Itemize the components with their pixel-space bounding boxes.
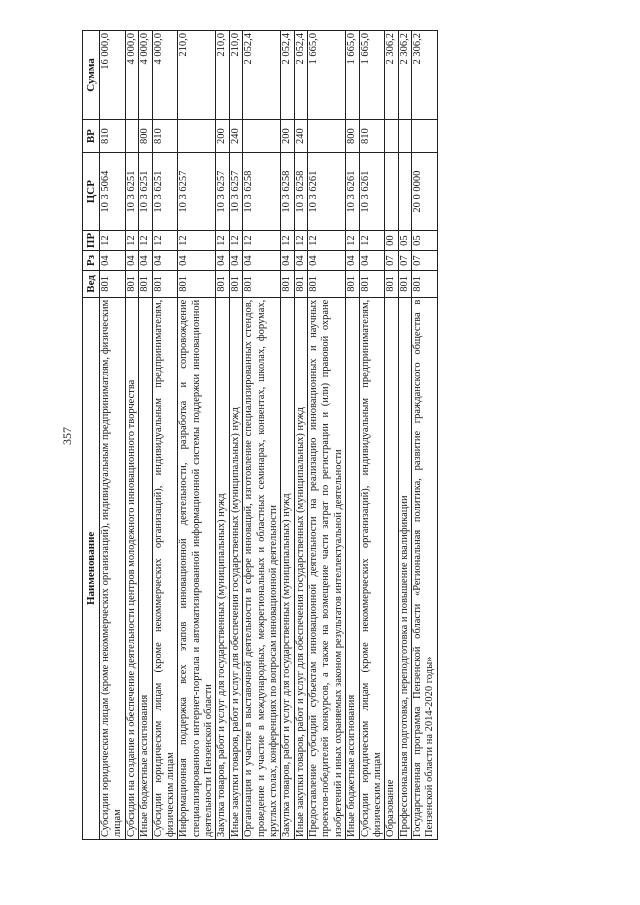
row-sum: 1 665,0 (346, 31, 359, 120)
table-row (281, 31, 294, 840)
row-name-text: Иные бюджетные ассигнования (346, 694, 358, 837)
row-sum: 2 052,4 (243, 31, 281, 120)
table-row (152, 31, 178, 840)
row-sum: 2 052,4 (281, 31, 294, 120)
table-row (346, 31, 359, 840)
row-sum: 210,0 (178, 31, 216, 120)
row-name (385, 297, 398, 839)
row-pr: 12 (125, 231, 138, 251)
row-pr: 12 (216, 231, 229, 251)
row-vr: 810 (100, 119, 126, 152)
row-csr: 10 3 6257 (216, 153, 229, 231)
row-rz: 04 (152, 251, 178, 271)
row-name-text: Организация и участие в выставочной деятельности в сфере инноваций, изготовление специализированных стендов, проведение и участие в международных, межрегиональных и областных семинарах, конвентах, школах, форумах, круглых столах, конференциях по вопросам инновационной деятельности (243, 299, 279, 837)
row-vr (398, 119, 411, 152)
row-ved: 801 (385, 271, 398, 298)
row-sum: 2 306,2 (398, 31, 411, 120)
row-pr: 05 (412, 231, 438, 251)
row-rz: 07 (412, 251, 438, 271)
row-vr: 200 (216, 119, 229, 152)
row-sum: 4 000,0 (152, 31, 178, 120)
row-csr: 10 3 6257 (229, 153, 242, 231)
row-name-text: Субсидии на создание и обеспечение деятельности центров молодежного инновационного творчества (125, 379, 137, 837)
row-pr: 12 (281, 231, 294, 251)
row-csr: 10 3 5064 (100, 153, 126, 231)
row-ved: 801 (100, 271, 126, 298)
row-name-text: Иные бюджетные ассигнования (139, 694, 151, 837)
row-pr: 05 (398, 231, 411, 251)
row-sum: 210,0 (216, 31, 229, 120)
row-rz: 04 (216, 251, 229, 271)
row-rz: 04 (308, 251, 346, 271)
row-ved: 801 (359, 271, 385, 298)
table-header-row (83, 31, 100, 840)
row-name-text: Государственная программа Пензенской области «Региональная политика, развитие гражданского общества в Пензенской области на 2014-2020 годы» (412, 299, 436, 837)
table-row (100, 31, 126, 840)
row-vr (308, 119, 346, 152)
row-pr: 12 (243, 231, 281, 251)
row-rz: 04 (100, 251, 126, 271)
row-ved: 801 (216, 271, 229, 298)
row-ved: 801 (281, 271, 294, 298)
row-name (229, 297, 242, 839)
table-row (125, 31, 138, 840)
row-ved: 801 (229, 271, 242, 298)
row-vr: 240 (294, 119, 307, 152)
row-ved: 801 (139, 271, 152, 298)
row-rz: 04 (139, 251, 152, 271)
row-pr: 12 (229, 231, 242, 251)
row-pr: 12 (308, 231, 346, 251)
table-row (139, 31, 152, 840)
table-row (308, 31, 346, 840)
table-row (412, 31, 438, 840)
row-pr: 12 (139, 231, 152, 251)
row-vr (385, 119, 398, 152)
row-name (152, 297, 178, 839)
table-row (178, 31, 216, 840)
row-vr: 800 (139, 119, 152, 152)
header-ved: Вед (83, 271, 100, 298)
row-name (398, 297, 411, 839)
row-sum: 1 665,0 (308, 31, 346, 120)
row-csr: 20 0 0000 (412, 153, 438, 231)
row-csr: 10 3 6258 (243, 153, 281, 231)
row-vr: 810 (152, 119, 178, 152)
row-vr (125, 119, 138, 152)
row-pr: 12 (359, 231, 385, 251)
table-row (243, 31, 281, 840)
table-row (398, 31, 411, 840)
table-row (359, 31, 385, 840)
header-sum: Сумма (83, 31, 100, 120)
row-ved: 801 (243, 271, 281, 298)
row-name (359, 297, 385, 839)
row-ved: 801 (412, 271, 438, 298)
row-sum: 2 306,2 (385, 31, 398, 120)
row-rz: 04 (359, 251, 385, 271)
row-name (178, 297, 216, 839)
row-csr: 10 3 6258 (281, 153, 294, 231)
row-name-text: Предоставление субсидий субъектам инновационной деятельности на реализацию инновационных и научных проектов-победителей конкурсов, а также на возмещение части затрат по регистрации и (или) правовой охране изобретений и иных охраняемых законом результатов интеллектуальной деятельности (308, 299, 344, 837)
row-name-text: Информационная поддержка всех этапов инновационной деятельности, разработка и сопровождение специализированного интернет-портала и автоматизированной информационной системы поддержки инновационной деятельности Пензенской области (178, 299, 214, 837)
row-pr: 12 (346, 231, 359, 251)
row-ved: 801 (125, 271, 138, 298)
row-pr: 12 (178, 231, 216, 251)
row-rz: 04 (294, 251, 307, 271)
table-row (216, 31, 229, 840)
row-rz: 07 (398, 251, 411, 271)
header-csr: ЦСР (83, 153, 100, 231)
row-name (139, 297, 152, 839)
row-pr: 12 (100, 231, 126, 251)
row-name-text: Закупка товаров, работ и услуг для государственных (муниципальных) нужд (281, 493, 293, 837)
row-rz: 04 (125, 251, 138, 271)
header-rz: Рз (83, 251, 100, 271)
row-name-text: Иные закупки товаров, работ и услуг для обеспечения государственных (муниципальных) (229, 433, 241, 837)
row-name-text: нужд (229, 407, 241, 434)
row-sum: 1 665,0 (359, 31, 385, 120)
row-rz: 04 (243, 251, 281, 271)
row-sum: 2 306,2 (412, 31, 438, 120)
row-pr: 12 (294, 231, 307, 251)
row-ved: 801 (294, 271, 307, 298)
row-ved: 801 (152, 271, 178, 298)
row-name-text: Субсидии юридическим лицам (кроме некоммерческих организаций), индивидуальным предпринимателям, физическим лицам (359, 299, 383, 837)
table-row (385, 31, 398, 840)
row-name (294, 297, 307, 839)
row-name (243, 297, 281, 839)
row-sum: 4 000,0 (139, 31, 152, 120)
row-rz: 04 (178, 251, 216, 271)
row-ved: 801 (398, 271, 411, 298)
row-name-text: Субсидии юридическим лицам (кроме некоммерческих организаций), индивидуальным предприниматлям, физическим лицам (100, 299, 124, 837)
row-name-text: нужд (294, 407, 306, 434)
row-csr: 10 3 6258 (294, 153, 307, 231)
row-ved: 801 (308, 271, 346, 298)
row-vr (412, 119, 438, 152)
row-name (216, 297, 229, 839)
row-csr (398, 153, 411, 231)
row-csr: 10 3 6261 (359, 153, 385, 231)
row-name (308, 297, 346, 839)
row-name-text: Профессиональная подготовка, переподготовка и повышение квалификации (398, 495, 410, 837)
row-rz: 04 (346, 251, 359, 271)
row-vr: 200 (281, 119, 294, 152)
row-vr: 810 (359, 119, 385, 152)
row-sum: 4 000,0 (125, 31, 138, 120)
row-csr: 10 3 6261 (346, 153, 359, 231)
row-name (125, 297, 138, 839)
page-number: 357 (60, 427, 74, 445)
row-sum: 16 000,0 (100, 31, 126, 120)
row-csr: 10 3 6251 (139, 153, 152, 231)
row-name-text: Субсидии юридическим лицам (кроме некоммерческих организаций), индивидуальным предпринимателям, физическим лицам (152, 299, 176, 837)
row-name (346, 297, 359, 839)
row-rz: 04 (229, 251, 242, 271)
row-sum: 210,0 (229, 31, 242, 120)
row-rz: 07 (385, 251, 398, 271)
budget-table (82, 30, 438, 840)
row-vr (243, 119, 281, 152)
table-row (229, 31, 242, 840)
budget-table-wrapper (82, 30, 438, 840)
row-ved: 801 (346, 271, 359, 298)
row-name-text: Образование (385, 779, 397, 837)
row-name-text: Закупка товаров, работ и услуг для государственных (муниципальных) нужд (216, 493, 228, 837)
row-sum: 2 052,4 (294, 31, 307, 120)
row-name-text: Иные закупки товаров, работ и услуг для обеспечения государственных (муниципальных) (294, 433, 306, 837)
row-name (281, 297, 294, 839)
row-csr: 10 3 6257 (178, 153, 216, 231)
row-ved: 801 (178, 271, 216, 298)
row-name (412, 297, 438, 839)
row-rz: 04 (281, 251, 294, 271)
row-vr: 800 (346, 119, 359, 152)
table-row (294, 31, 307, 840)
row-pr: 12 (152, 231, 178, 251)
header-vr: ВР (83, 119, 100, 152)
row-csr (385, 153, 398, 231)
row-vr: 240 (229, 119, 242, 152)
row-name (100, 297, 126, 839)
row-csr: 10 3 6261 (308, 153, 346, 231)
row-csr: 10 3 6251 (152, 153, 178, 231)
header-pr: ПР (83, 231, 100, 251)
header-name: Наименование (83, 297, 100, 839)
row-pr: 00 (385, 231, 398, 251)
row-vr (178, 119, 216, 152)
row-csr: 10 3 6251 (125, 153, 138, 231)
